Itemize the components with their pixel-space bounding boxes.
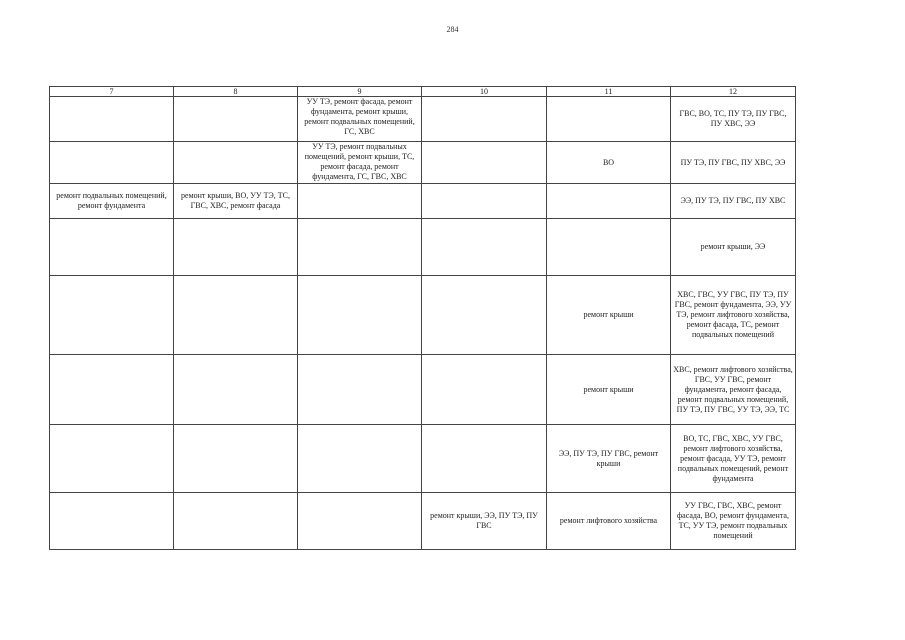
column-header-8: 8 — [174, 87, 298, 97]
table-cell — [422, 219, 547, 276]
table-cell — [547, 219, 671, 276]
table-cell: УУ ТЭ, ремонт фасада, ремонт фундамента, ремонт крыши, ремонт подвальных помещений, ГС, ХВС — [298, 97, 422, 142]
table-row — [50, 355, 796, 425]
table-cell — [298, 184, 422, 219]
column-header-10: 10 — [422, 87, 547, 97]
table-cell — [174, 219, 298, 276]
table-cell — [547, 184, 671, 219]
table-cell — [422, 425, 547, 493]
table-cell: ВО — [547, 142, 671, 184]
table-cell — [547, 97, 671, 142]
table-cell: ХВС, ремонт лифтового хозяйства, ГВС, УУ ГВС, ремонт фундамента, ремонт фасада, ремонт подвальных помещений, ПУ ТЭ, ПУ ГВС, УУ ТЭ, ЭЭ, ТС — [671, 355, 796, 425]
table-cell — [298, 219, 422, 276]
column-header-11: 11 — [547, 87, 671, 97]
table-cell — [422, 97, 547, 142]
table-row — [50, 493, 796, 550]
table-cell — [50, 425, 174, 493]
table-cell — [422, 184, 547, 219]
table-cell: ремонт крыши, ЭЭ — [671, 219, 796, 276]
column-header-9: 9 — [298, 87, 422, 97]
table-cell — [50, 276, 174, 355]
table-cell: ремонт крыши — [547, 355, 671, 425]
table-cell: ремонт крыши, ВО, УУ ТЭ, ТС, ГВС, ХВС, ремонт фасада — [174, 184, 298, 219]
table-cell — [50, 219, 174, 276]
table-cell — [422, 276, 547, 355]
table-row — [50, 276, 796, 355]
table-cell: ремонт лифтового хозяйства — [547, 493, 671, 550]
column-header-12: 12 — [671, 87, 796, 97]
table-row — [50, 142, 796, 184]
table-cell — [174, 355, 298, 425]
table-cell: УУ ГВС, ГВС, ХВС, ремонт фасада, ВО, ремонт фундамента, ТС, УУ ТЭ, ремонт подвальных помещений — [671, 493, 796, 550]
table-cell — [174, 97, 298, 142]
column-header-7: 7 — [50, 87, 174, 97]
table-cell: ГВС, ВО, ТС, ПУ ТЭ, ПУ ГВС, ПУ ХВС, ЭЭ — [671, 97, 796, 142]
table-cell: ЭЭ, ПУ ТЭ, ПУ ГВС, ремонт крыши — [547, 425, 671, 493]
table-cell: ремонт подвальных помещений, ремонт фундамента — [50, 184, 174, 219]
table-cell — [298, 276, 422, 355]
table-cell: ВО, ТС, ГВС, ХВС, УУ ГВС, ремонт лифтового хозяйства, ремонт фасада, УУ ТЭ, ремонт подвальных помещений, ремонт фундамента — [671, 425, 796, 493]
table-row — [50, 425, 796, 493]
table-cell: ЭЭ, ПУ ТЭ, ПУ ГВС, ПУ ХВС — [671, 184, 796, 219]
table-cell — [298, 493, 422, 550]
table-cell — [174, 142, 298, 184]
table-row — [50, 219, 796, 276]
table-cell — [298, 355, 422, 425]
table-cell — [422, 355, 547, 425]
table-cell: ремонт крыши — [547, 276, 671, 355]
table-cell — [50, 142, 174, 184]
table-cell: УУ ТЭ, ремонт подвальных помещений, ремонт крыши, ТС, ремонт фасада, ремонт фундамента, ГС, ГВС, ХВС — [298, 142, 422, 184]
table-row — [50, 184, 796, 219]
table-cell — [50, 355, 174, 425]
table-cell — [50, 493, 174, 550]
table-cell — [50, 97, 174, 142]
table-cell — [174, 425, 298, 493]
table-header-row — [50, 87, 796, 97]
table-cell — [422, 142, 547, 184]
table-row — [50, 97, 796, 142]
table-cell: ремонт крыши, ЭЭ, ПУ ТЭ, ПУ ГВС — [422, 493, 547, 550]
table-cell: ПУ ТЭ, ПУ ГВС, ПУ ХВС, ЭЭ — [671, 142, 796, 184]
table-cell — [298, 425, 422, 493]
works-table — [49, 86, 796, 550]
table-cell — [174, 276, 298, 355]
table-cell: ХВС, ГВС, УУ ГВС, ПУ ТЭ, ПУ ГВС, ремонт фундамента, ЭЭ, УУ ТЭ, ремонт лифтового хозяйства, ремонт фасада, ТС, ремонт подвальных помещений — [671, 276, 796, 355]
page-number: 284 — [446, 25, 459, 34]
table-cell — [174, 493, 298, 550]
